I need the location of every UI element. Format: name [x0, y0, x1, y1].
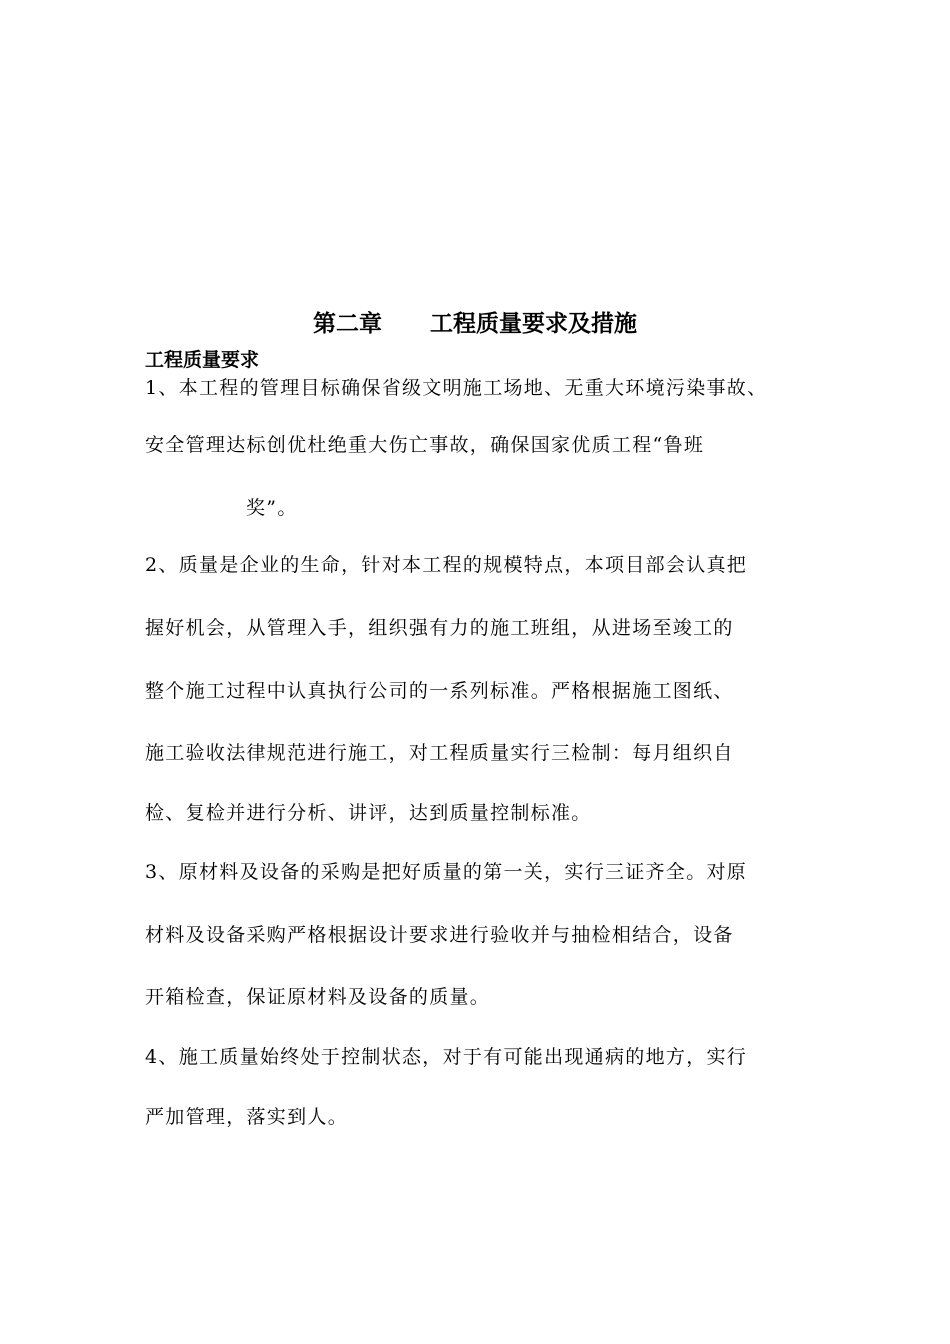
- paragraph-line: 开箱检查，保证原材料及设备的质量。: [145, 986, 491, 1008]
- paragraph-line: 严加管理，落实到人。: [145, 1106, 349, 1128]
- paragraph-line: 2、质量是企业的生命，针对本工程的规模特点，本项目部会认真把: [145, 554, 748, 576]
- paragraph-line: 材料及设备采购严格根据设计要求进行验收并与抽检相结合，设备: [145, 924, 734, 946]
- paragraph-line: 4、施工质量始终处于控制状态，对于有可能出现通病的地方，实行: [145, 1046, 748, 1068]
- paragraph-line: 施工验收法律规范进行施工，对工程质量实行三检制：每月组织自: [145, 742, 734, 764]
- paragraph-line: 握好机会，从管理入手，组织强有力的施工班组，从进场至竣工的: [145, 617, 734, 639]
- paragraph-line: 整个施工过程中认真执行公司的一系列标准。严格根据施工图纸、: [145, 680, 734, 702]
- section-heading: 工程质量要求: [145, 349, 260, 371]
- paragraph-line: 1、本工程的管理目标确保省级文明施工场地、无重大环境污染事故、: [145, 377, 768, 399]
- chapter-title: 第二章 工程质量要求及措施: [312, 311, 638, 337]
- paragraph-line: 奖”。: [246, 497, 298, 519]
- paragraph-line: 3、原材料及设备的采购是把好质量的第一关，实行三证齐全。对原: [145, 861, 748, 883]
- paragraph-line: 检、复检并进行分析、讲评，达到质量控制标准。: [145, 802, 592, 824]
- paragraph-line: 安全管理达标创优杜绝重大伤亡事故，确保国家优质工程“鲁班: [145, 434, 705, 456]
